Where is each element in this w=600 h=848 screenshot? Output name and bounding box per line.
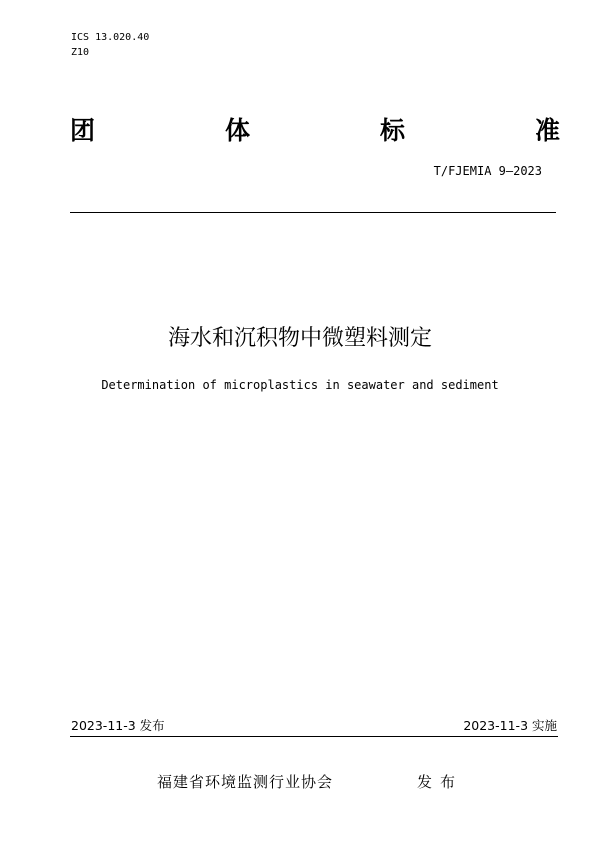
ics-code: ICS 13.020.40 bbox=[71, 32, 150, 43]
standard-number: T/FJEMIA 9—2023 bbox=[433, 164, 542, 178]
standard-type-char-2: 体 bbox=[224, 116, 250, 145]
standard-type-char-4: 准 bbox=[534, 116, 560, 145]
standard-type-char-3: 标 bbox=[379, 116, 405, 145]
ccs-code: Z10 bbox=[71, 47, 90, 58]
standard-type bbox=[70, 114, 560, 148]
classification-codes bbox=[71, 30, 149, 60]
top-divider bbox=[70, 212, 556, 213]
bottom-divider bbox=[70, 736, 558, 737]
standard-type-char-1: 团 bbox=[70, 116, 96, 145]
publish-label: 发布 bbox=[417, 773, 464, 791]
title-chinese-text: 海水和沉积物中微塑料测定 bbox=[167, 326, 432, 351]
publish-date: 2023-11-3 发布 bbox=[71, 718, 165, 733]
publisher-name: 福建省环境监测行业协会 bbox=[157, 773, 334, 791]
document-title-chinese bbox=[0, 322, 600, 356]
implement-date: 2023-11-3 实施 bbox=[463, 718, 557, 733]
document-title-english: Determination of microplastics in seawater and sediment bbox=[101, 378, 499, 392]
